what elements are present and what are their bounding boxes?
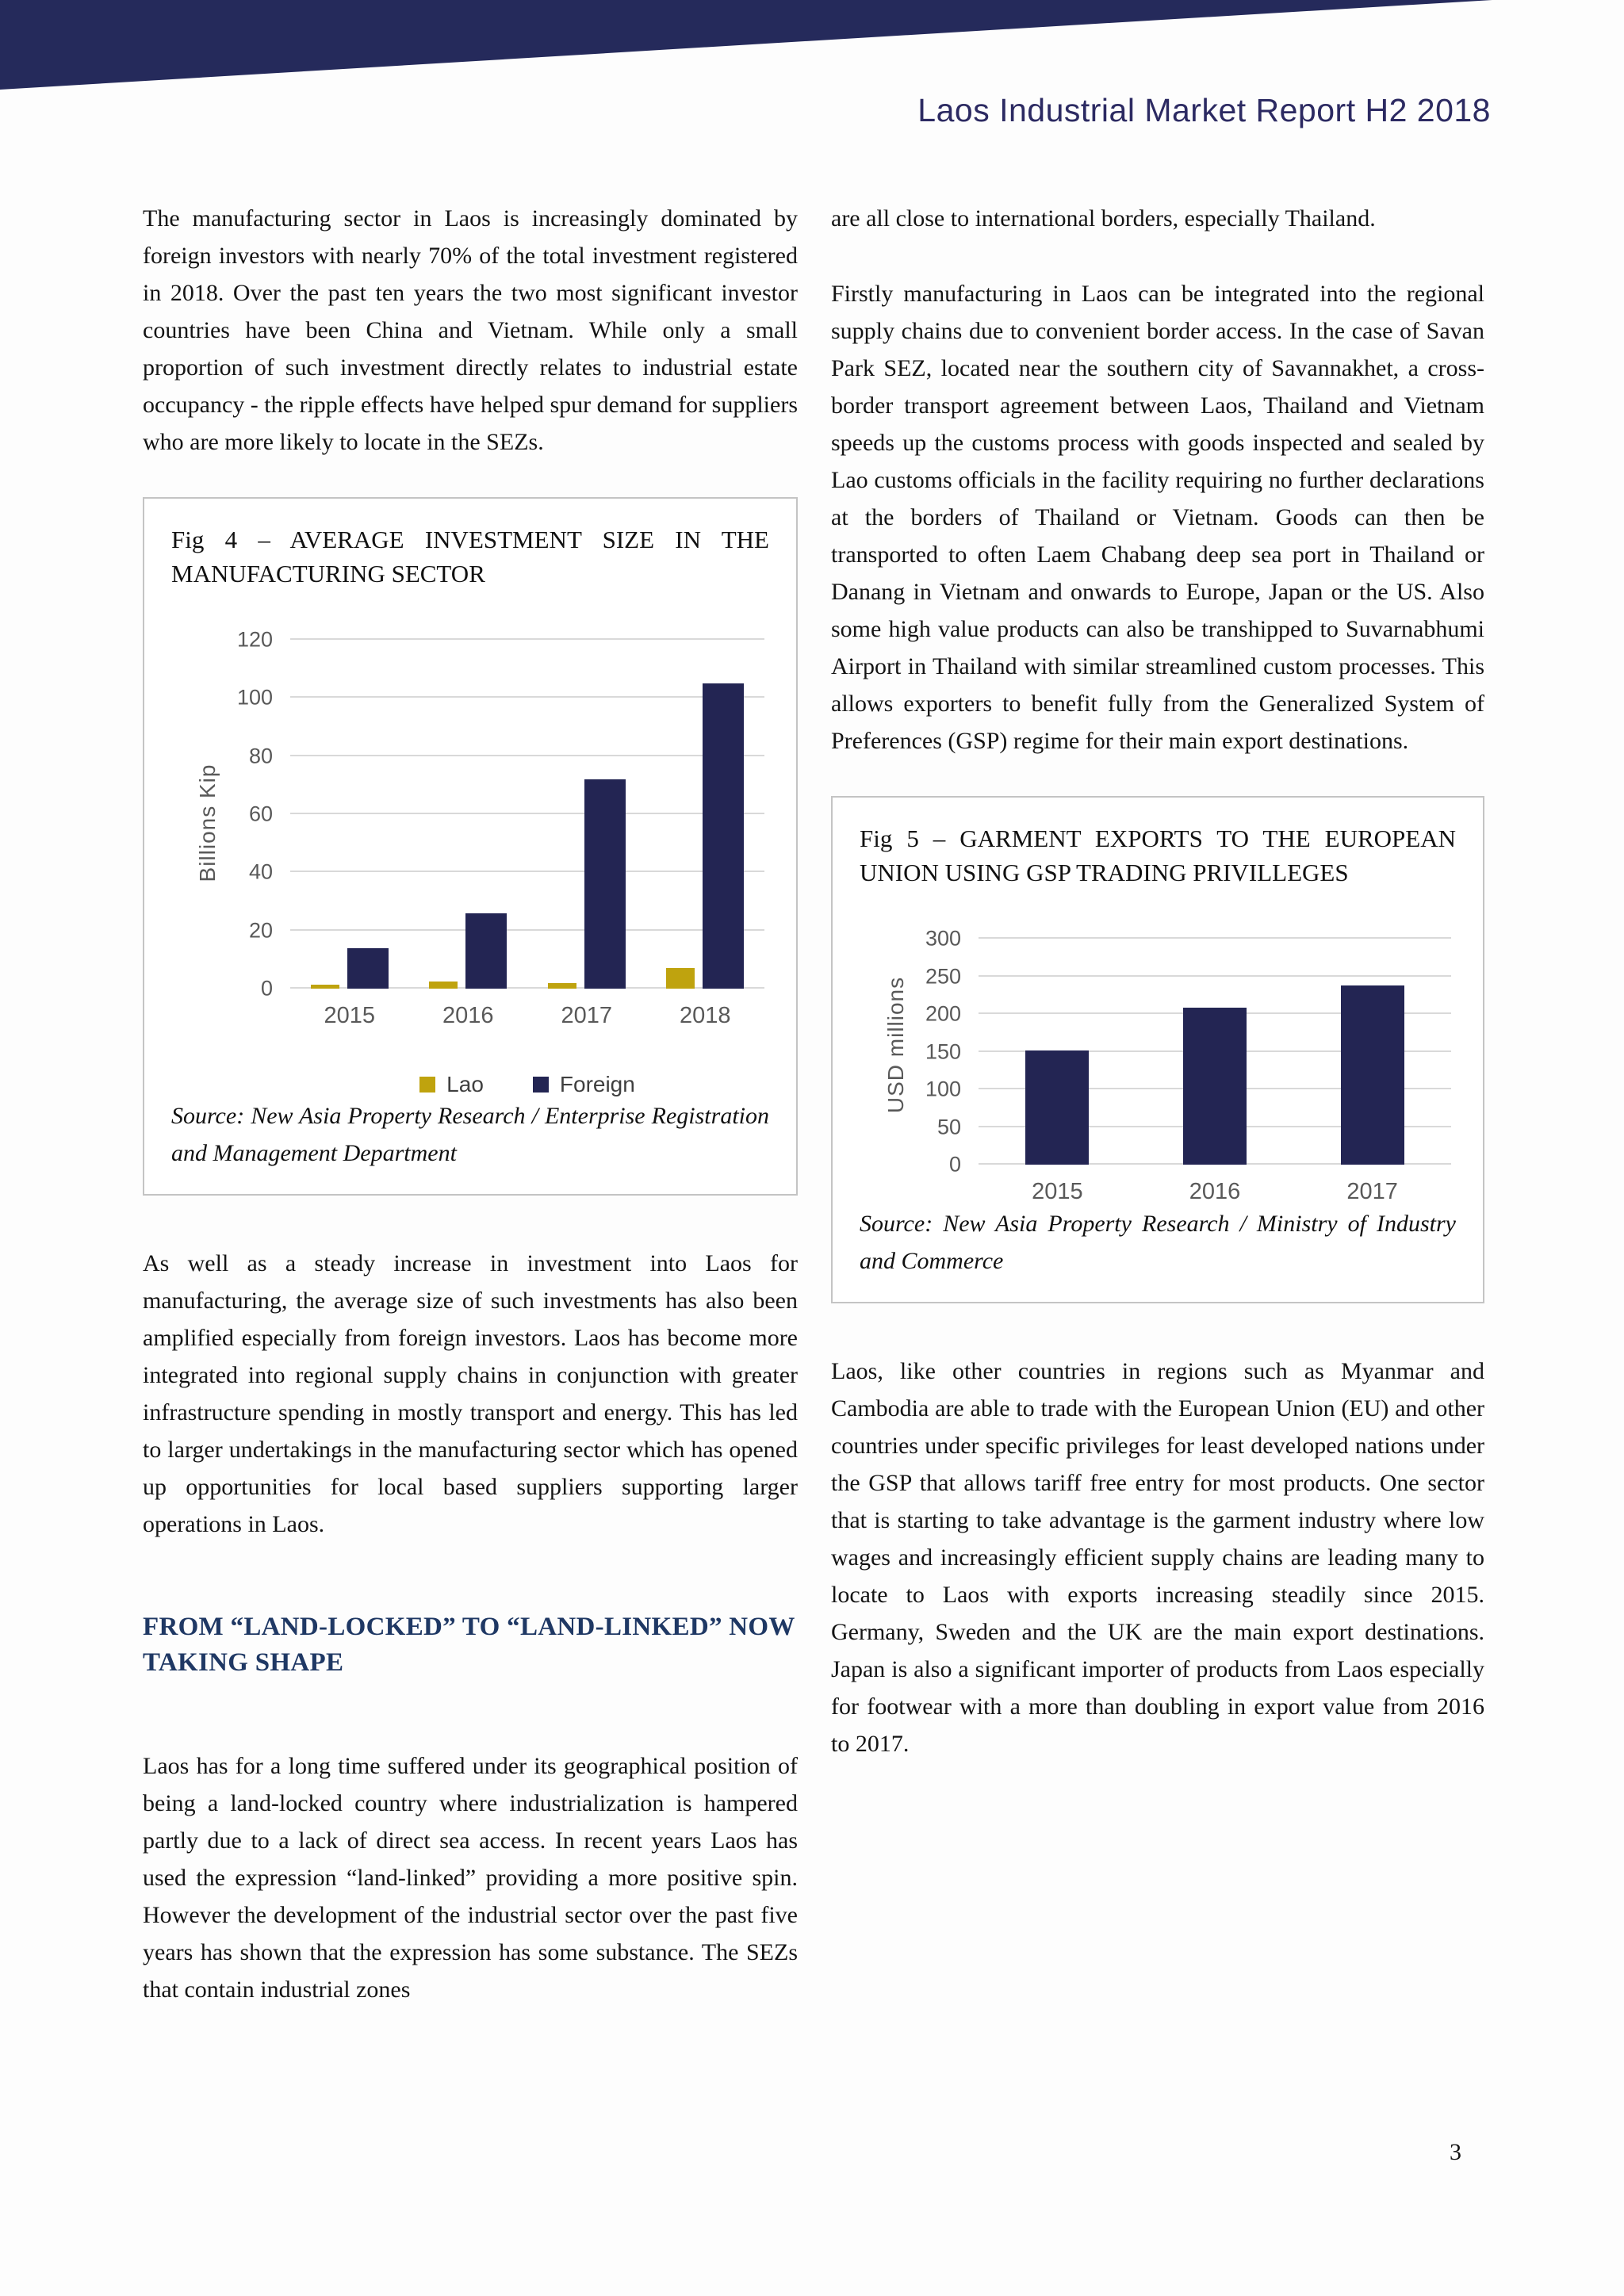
report-title: Laos Industrial Market Report H2 2018 — [917, 92, 1491, 128]
fig4-bar-lao-2017 — [548, 983, 576, 989]
fig4-bar-group-2017 — [548, 779, 626, 989]
fig5-bar-garment-exports-2016 — [1183, 1008, 1247, 1165]
fig4-legend-swatch-lao — [419, 1077, 435, 1093]
fig5-bar-group-2015 — [1025, 1050, 1089, 1165]
fig5-gridline-300 — [979, 937, 1451, 939]
fig4-source: Source: New Asia Property Research / Enterprise Registration and Management Department — [171, 1103, 769, 1166]
fig4-bar-lao-2016 — [429, 982, 458, 989]
fig4-legend-item-lao — [419, 1072, 484, 1097]
fig5-bar-garment-exports-2015 — [1025, 1050, 1089, 1165]
fig4-y-axis-label: Billions Kip — [195, 763, 220, 882]
left-paragraph-1: The manufacturing sector in Laos is increasingly dominated by foreign investors with nearly 70% of the total investment registered in 2018. Over the past ten years the two most significant investor countries have been China and Vietnam. While only a small proportion of such investment directly relates to industrial estate occupancy - the ripple effects have helped spur demand for suppliers who are more likely to locate in the SEZs. — [143, 205, 798, 455]
fig5-ytick-150: 150 — [925, 1039, 961, 1063]
fig5-ytick-100: 100 — [925, 1077, 961, 1101]
fig5-source: Source: New Asia Property Research / Ministry of Industry and Commerce — [860, 1211, 1456, 1274]
fig4-ytick-20: 20 — [248, 918, 273, 943]
right-paragraph-3: Laos, like other countries in regions such as Myanmar and Cambodia are able to trade with the European Union (EU) and other countries under specific privileges for least developed nations under the GSP that allows tariff free entry for most products. One sector that is starting to take advantage is the garment industry where low wages and increasingly efficient supply chains are leading many to locate to Laos with exports increasing steadily since 2015. Germany, Sweden and the UK are the main export destinations. Japan is also a significant importer of products from Laos especially for footwear with a more than doubling in export value from 2016 to 2017. — [831, 1358, 1484, 1757]
fig4-legend-swatch-foreign — [533, 1077, 549, 1093]
section-heading-land-linked: FROM “LAND-LOCKED” TO “LAND-LINKED” NOW TAKING SHAPE — [143, 1613, 795, 1677]
fig4-ytick-120: 120 — [236, 627, 273, 652]
fig5-title: Fig 5 – GARMENT EXPORTS TO THE EUROPEAN UNION USING GSP TRADING PRIVILLEGES — [860, 825, 1456, 886]
fig5-xtick-2016: 2016 — [1189, 1179, 1241, 1204]
fig4-xtick-2015: 2015 — [324, 1003, 375, 1028]
right-column — [831, 200, 1484, 1762]
fig4-ytick-80: 80 — [248, 744, 273, 768]
page-number: 3 — [1450, 2139, 1461, 2165]
fig4-xtick-2017: 2017 — [561, 1003, 612, 1028]
fig4-bar-foreign-2016 — [465, 913, 507, 989]
fig4-bar-group-2018 — [666, 683, 744, 989]
fig5-plot-area — [925, 926, 1451, 1177]
fig5-gridline-250 — [979, 975, 1451, 977]
left-paragraph-2: As well as a steady increase in investment into Laos for manufacturing, the average size of such investments has also been amplified especially from foreign investors. Laos has become more integrated into regional supply chains in conjunction with greater infrastructure spending in mostly transport and energy. This has led to larger undertakings in the manufacturing sector which has opened up opportunities for local based suppliers supporting larger operations in Laos. — [143, 1250, 798, 1537]
fig5-y-axis-label: USD millions — [883, 977, 908, 1114]
fig4-gridline-120 — [290, 638, 764, 640]
right-paragraph-1: are all close to international borders, especially Thailand. — [831, 205, 1376, 232]
left-paragraph-3: Laos has for a long time suffered under its geographical position of being a land-locked country where industrialization is hampered partly due to a lack of direct sea access. In recent years Laos has used the expression “land-linked” providing a more positive spin. However the development of the industrial sector over the past five years has shown that the expression has some substance. The SEZs that contain industrial zones — [143, 1753, 798, 2003]
fig4-x-axis-labels — [290, 1003, 764, 1029]
fig4-ytick-60: 60 — [248, 802, 273, 826]
fig5-bar-group-2017 — [1341, 985, 1404, 1165]
fig4-plot-area — [236, 627, 764, 1001]
fig5-ytick-200: 200 — [925, 1001, 961, 1026]
fig5-box — [831, 796, 1484, 1303]
fig4-box — [143, 497, 798, 1196]
fig4-ytick-40: 40 — [248, 859, 273, 884]
fig4-ytick-100: 100 — [236, 685, 273, 710]
fig4-xtick-2018: 2018 — [679, 1003, 731, 1028]
fig5-bar-garment-exports-2017 — [1341, 985, 1404, 1165]
header-diagonal-banner — [0, 0, 1624, 103]
fig4-xtick-2016: 2016 — [442, 1003, 494, 1028]
fig5-ytick-300: 300 — [925, 926, 961, 951]
fig4-bar-foreign-2017 — [584, 779, 626, 989]
fig4-bar-chart — [171, 627, 764, 1097]
fig5-bar-chart — [860, 926, 1451, 1205]
fig5-ytick-50: 50 — [936, 1115, 961, 1138]
fig4-bar-lao-2018 — [666, 968, 695, 989]
fig4-legend-label-lao: Lao — [446, 1072, 484, 1096]
fig5-x-axis-labels — [979, 1179, 1451, 1205]
fig5-ytick-250: 250 — [925, 964, 961, 988]
fig4-bar-foreign-2015 — [347, 948, 389, 989]
left-column — [143, 200, 798, 2008]
fig5-ytick-0: 0 — [948, 1152, 961, 1177]
fig5-xtick-2017: 2017 — [1346, 1179, 1398, 1204]
fig4-ytick-0: 0 — [260, 976, 273, 1001]
fig4-title: Fig 4 – AVERAGE INVESTMENT SIZE IN THE MANUFACTURING SECTOR — [171, 526, 769, 587]
fig4-legend-label-foreign: Foreign — [559, 1072, 635, 1096]
fig5-bar-group-2016 — [1183, 1008, 1247, 1165]
fig4-legend-item-foreign — [533, 1072, 635, 1097]
right-paragraph-2: Firstly manufacturing in Laos can be integrated into the regional supply chains due to convenient border access. In the case of Savan Park SEZ, located near the southern city of Savannakhet, a cross-border transport agreement between Laos, Thailand and Vietnam speeds up the customs process with goods inspected and sealed by Lao customs officials in the facility requiring no further declarations at the borders of Thailand or Vietnam. Goods can then be transported to often Laem Chabang deep sea port in Thailand or Danang in Vietnam and onwards to Europe, Japan or the US. Also some high value products can also be transhipped to Suvarnabhumi Airport in Thailand with similar streamlined custom processes. This allows exporters to benefit fully from the Generalized System of Preferences (GSP) regime for their main export destinations. — [831, 281, 1484, 754]
fig4-bar-group-2015 — [311, 948, 389, 989]
fig4-bar-group-2016 — [429, 913, 507, 989]
fig5-xtick-2015: 2015 — [1032, 1179, 1083, 1204]
fig4-bar-lao-2015 — [311, 985, 339, 989]
fig4-legend — [290, 1072, 764, 1097]
fig4-bar-foreign-2018 — [703, 683, 744, 989]
